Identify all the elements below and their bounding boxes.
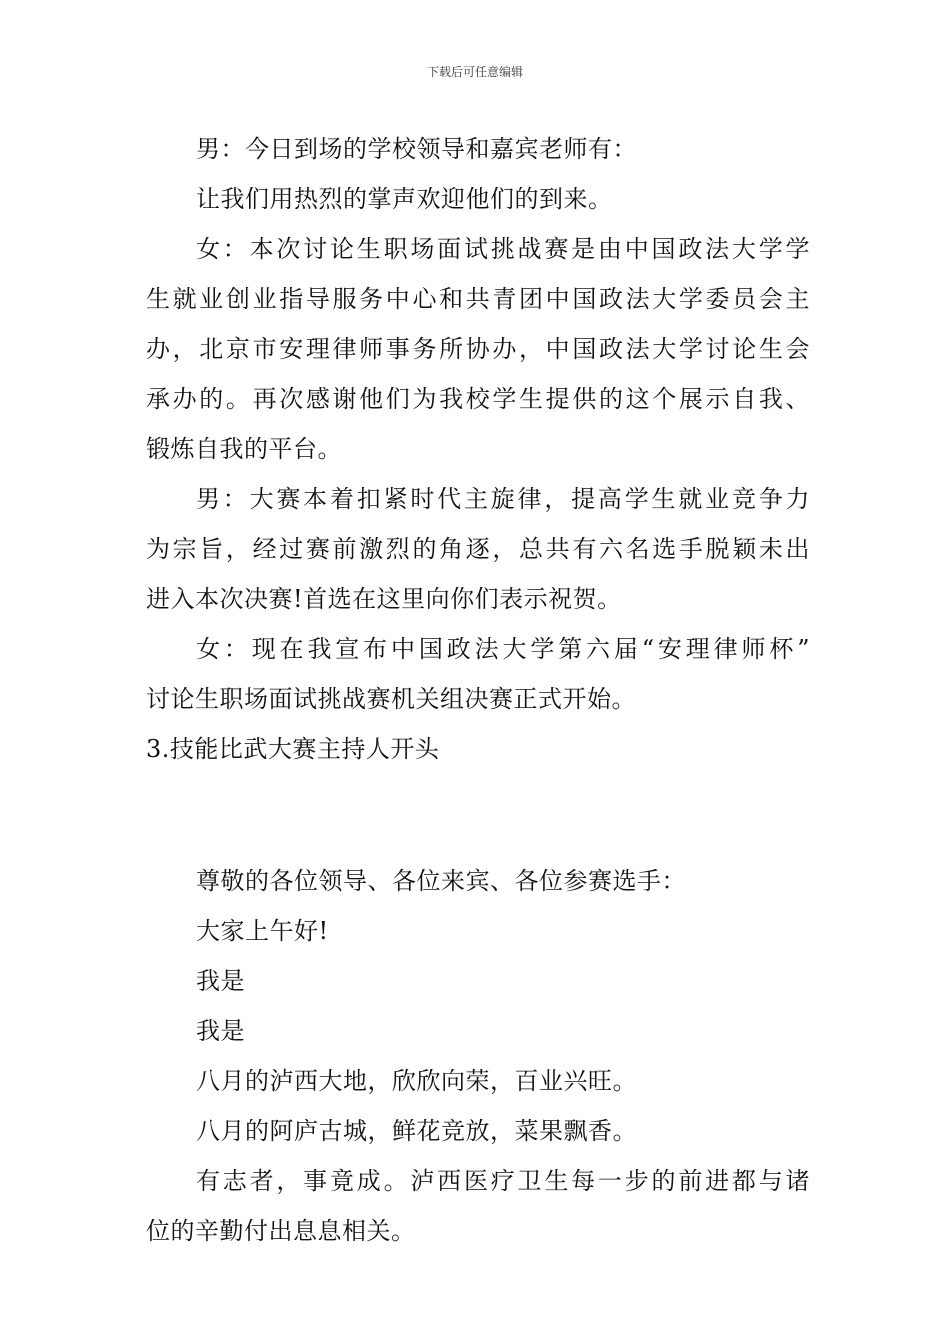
paragraph [146,474,810,624]
document-body [146,124,810,1256]
paragraph [146,624,810,724]
paragraph [146,1106,810,1156]
paragraph [146,906,810,956]
paragraph [146,174,810,224]
text-line: 有志者，事竟成。泸西医疗卫生每一步的前进都与诸 [196,1167,810,1195]
blank-line [146,774,810,824]
text-line: 位的辛勤付出息息相关。 [146,1217,416,1245]
text-line: 八月的阿庐古城，鲜花竞放，菜果飘香。 [196,1117,637,1145]
text-line: 讨论生职场面试挑战赛机关组决赛正式开始。 [146,685,636,713]
text-line: 尊敬的各位领导、各位来宾、各位参赛选手： [196,867,686,895]
text-line: 男：大赛本着扣紧时代主旋律，提高学生就业竞争力 [196,485,810,513]
text-line: 办，北京市安理律师事务所协办，中国政法大学讨论生会 [146,335,810,363]
text-line: 承办的。再次感谢他们为我校学生提供的这个展示自我、 [146,385,810,413]
text-line: 让我们用热烈的掌声欢迎他们的到来。 [196,185,613,213]
blank-line [146,824,810,856]
paragraph [146,1156,810,1256]
paragraph [146,224,810,474]
paragraph [146,124,810,174]
text-line: 生就业创业指导服务中心和共青团中国政法大学委员会主 [146,285,810,313]
text-line: 锻炼自我的平台。 [146,435,342,463]
text-line: 八月的泸西大地，欣欣向荣，百业兴旺。 [196,1067,637,1095]
section-heading: 3.技能比武大赛主持人开头 [146,735,440,763]
text-line: 为宗旨，经过赛前激烈的角逐，总共有六名选手脱颖未出 [146,535,810,563]
paragraph [146,956,810,1006]
text-line: 进入本次决赛!首选在这里向你们表示祝贺。 [146,585,622,613]
text-line: 女：本次讨论生职场面试挑战赛是由中国政法大学学 [196,235,810,263]
paragraph [146,1006,810,1056]
paragraph [146,856,810,906]
paragraph [146,1056,810,1106]
text-line: 女：现在我宣布中国政法大学第六届“安理律师杯” [196,635,810,663]
text-line: 大家上午好! [196,917,329,945]
text-line: 我是 [196,1017,245,1045]
text-line: 男：今日到场的学校领导和嘉宾老师有： [196,135,637,163]
page-header: 下载后可任意编辑 [426,65,523,79]
text-line: 我是 [196,967,245,995]
